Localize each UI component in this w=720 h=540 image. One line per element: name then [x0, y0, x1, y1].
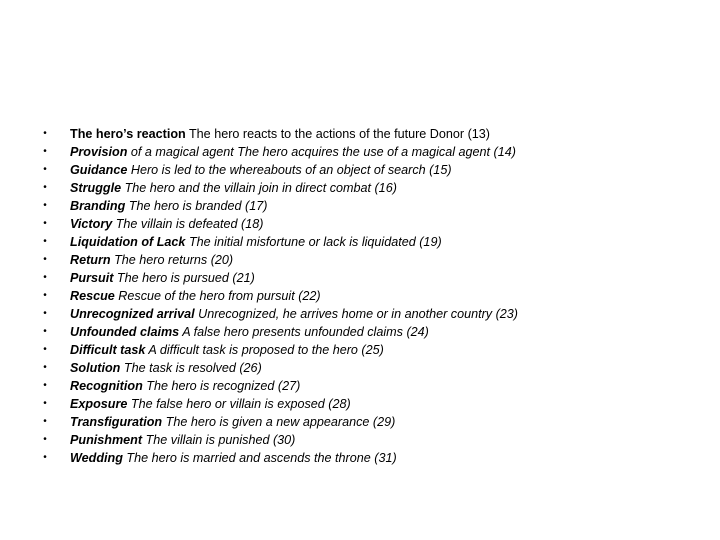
bullet-icon: •: [43, 326, 47, 337]
bullet-icon: •: [43, 452, 47, 463]
function-description: The hero returns (20): [110, 253, 234, 267]
function-term: Exposure: [70, 397, 128, 411]
list-item: [40, 413, 700, 431]
bullet-icon: •: [43, 434, 47, 445]
function-description: The hero reacts to the actions of the future Donor (13): [185, 127, 491, 141]
bullet-icon: •: [43, 200, 47, 211]
function-description: The villain is defeated (18): [112, 217, 264, 231]
bullet-text: [70, 377, 300, 395]
list-item: [40, 197, 700, 215]
function-description: Hero is led to the whereabouts of an object of search (15): [127, 163, 452, 177]
function-term: Difficult task: [70, 343, 146, 357]
bullet-icon: •: [43, 344, 47, 355]
list-item: [40, 395, 700, 413]
list-item: [40, 341, 700, 359]
function-term: Return: [70, 253, 111, 267]
function-term: Struggle: [70, 181, 122, 195]
list-item: [40, 431, 700, 449]
function-description: The hero is pursued (21): [113, 271, 255, 285]
bullet-text: [70, 323, 429, 341]
list-item: [40, 449, 700, 467]
function-term: Unrecognized arrival: [70, 307, 195, 321]
bullet-icon: •: [43, 146, 47, 157]
function-description: The hero is married and ascends the throne (31): [122, 451, 397, 465]
list-item: [40, 269, 700, 287]
function-description: The false hero or villain is exposed (28): [127, 397, 351, 411]
function-term: The hero’s reaction: [70, 127, 186, 141]
list-item: [40, 251, 700, 269]
function-term: Rescue: [70, 289, 115, 303]
function-term: Liquidation of Lack: [70, 235, 186, 249]
function-description: A difficult task is proposed to the hero (25): [145, 343, 384, 357]
list-item: [40, 305, 700, 323]
function-term: Solution: [70, 361, 121, 375]
function-term: Transfiguration: [70, 415, 163, 429]
bullet-text: [70, 179, 397, 197]
bullet-text: [70, 161, 452, 179]
bullet-text: [70, 251, 233, 269]
bullet-icon: •: [43, 308, 47, 319]
list-item: [40, 161, 700, 179]
bullet-text: [70, 305, 518, 323]
bullet-icon: •: [43, 182, 47, 193]
bullet-icon: •: [43, 236, 47, 247]
list-item: [40, 125, 700, 143]
bullet-text: [70, 395, 351, 413]
bullet-text: [70, 341, 384, 359]
function-description: The hero is recognized (27): [142, 379, 301, 393]
function-term: Branding: [70, 199, 126, 213]
bullet-icon: •: [43, 272, 47, 283]
list-item: [40, 233, 700, 251]
list-item: [40, 143, 700, 161]
function-description: The task is resolved (26): [120, 361, 262, 375]
list-item: [40, 377, 700, 395]
function-description: Rescue of the hero from pursuit (22): [114, 289, 321, 303]
bullet-icon: •: [43, 362, 47, 373]
function-description: The hero is branded (17): [125, 199, 268, 213]
bullet-text: [70, 431, 295, 449]
bullet-icon: •: [43, 380, 47, 391]
list-item: [40, 215, 700, 233]
function-description: The hero is given a new appearance (29): [162, 415, 396, 429]
list-item: [40, 359, 700, 377]
list-item: [40, 323, 700, 341]
function-description: The initial misfortune or lack is liquidated (19): [185, 235, 442, 249]
function-description: A false hero presents unfounded claims (24): [179, 325, 429, 339]
function-term: Recognition: [70, 379, 143, 393]
bullet-icon: •: [43, 416, 47, 427]
bullet-text: [70, 359, 262, 377]
bullet-text: [70, 215, 263, 233]
function-term: Punishment: [70, 433, 143, 447]
function-term: Wedding: [70, 451, 123, 465]
bullet-icon: •: [43, 218, 47, 229]
bullet-icon: •: [43, 128, 47, 139]
function-term: Victory: [70, 217, 113, 231]
function-term: Provision: [70, 145, 128, 159]
function-description: The villain is punished (30): [142, 433, 296, 447]
bullet-icon: •: [43, 254, 47, 265]
bullet-text: [70, 287, 321, 305]
function-term: Pursuit: [70, 271, 114, 285]
function-description: The hero and the villain join in direct combat (16): [121, 181, 397, 195]
function-term: Unfounded claims: [70, 325, 180, 339]
bullet-icon: •: [43, 164, 47, 175]
bullet-text: [70, 233, 442, 251]
bullet-icon: •: [43, 398, 47, 409]
bullet-icon: •: [43, 290, 47, 301]
bullet-text: [70, 449, 397, 467]
function-description: Unrecognized, he arrives home or in another country (23): [194, 307, 518, 321]
function-term: Guidance: [70, 163, 128, 177]
list-item: [40, 179, 700, 197]
list-item: [40, 287, 700, 305]
bullet-text: [70, 269, 255, 287]
function-description: of a magical agent The hero acquires the use of a magical agent (14): [127, 145, 516, 159]
functions-bullet-list: [40, 125, 700, 467]
bullet-text: [70, 125, 490, 143]
bullet-text: [70, 143, 516, 161]
bullet-text: [70, 413, 395, 431]
bullet-text: [70, 197, 267, 215]
